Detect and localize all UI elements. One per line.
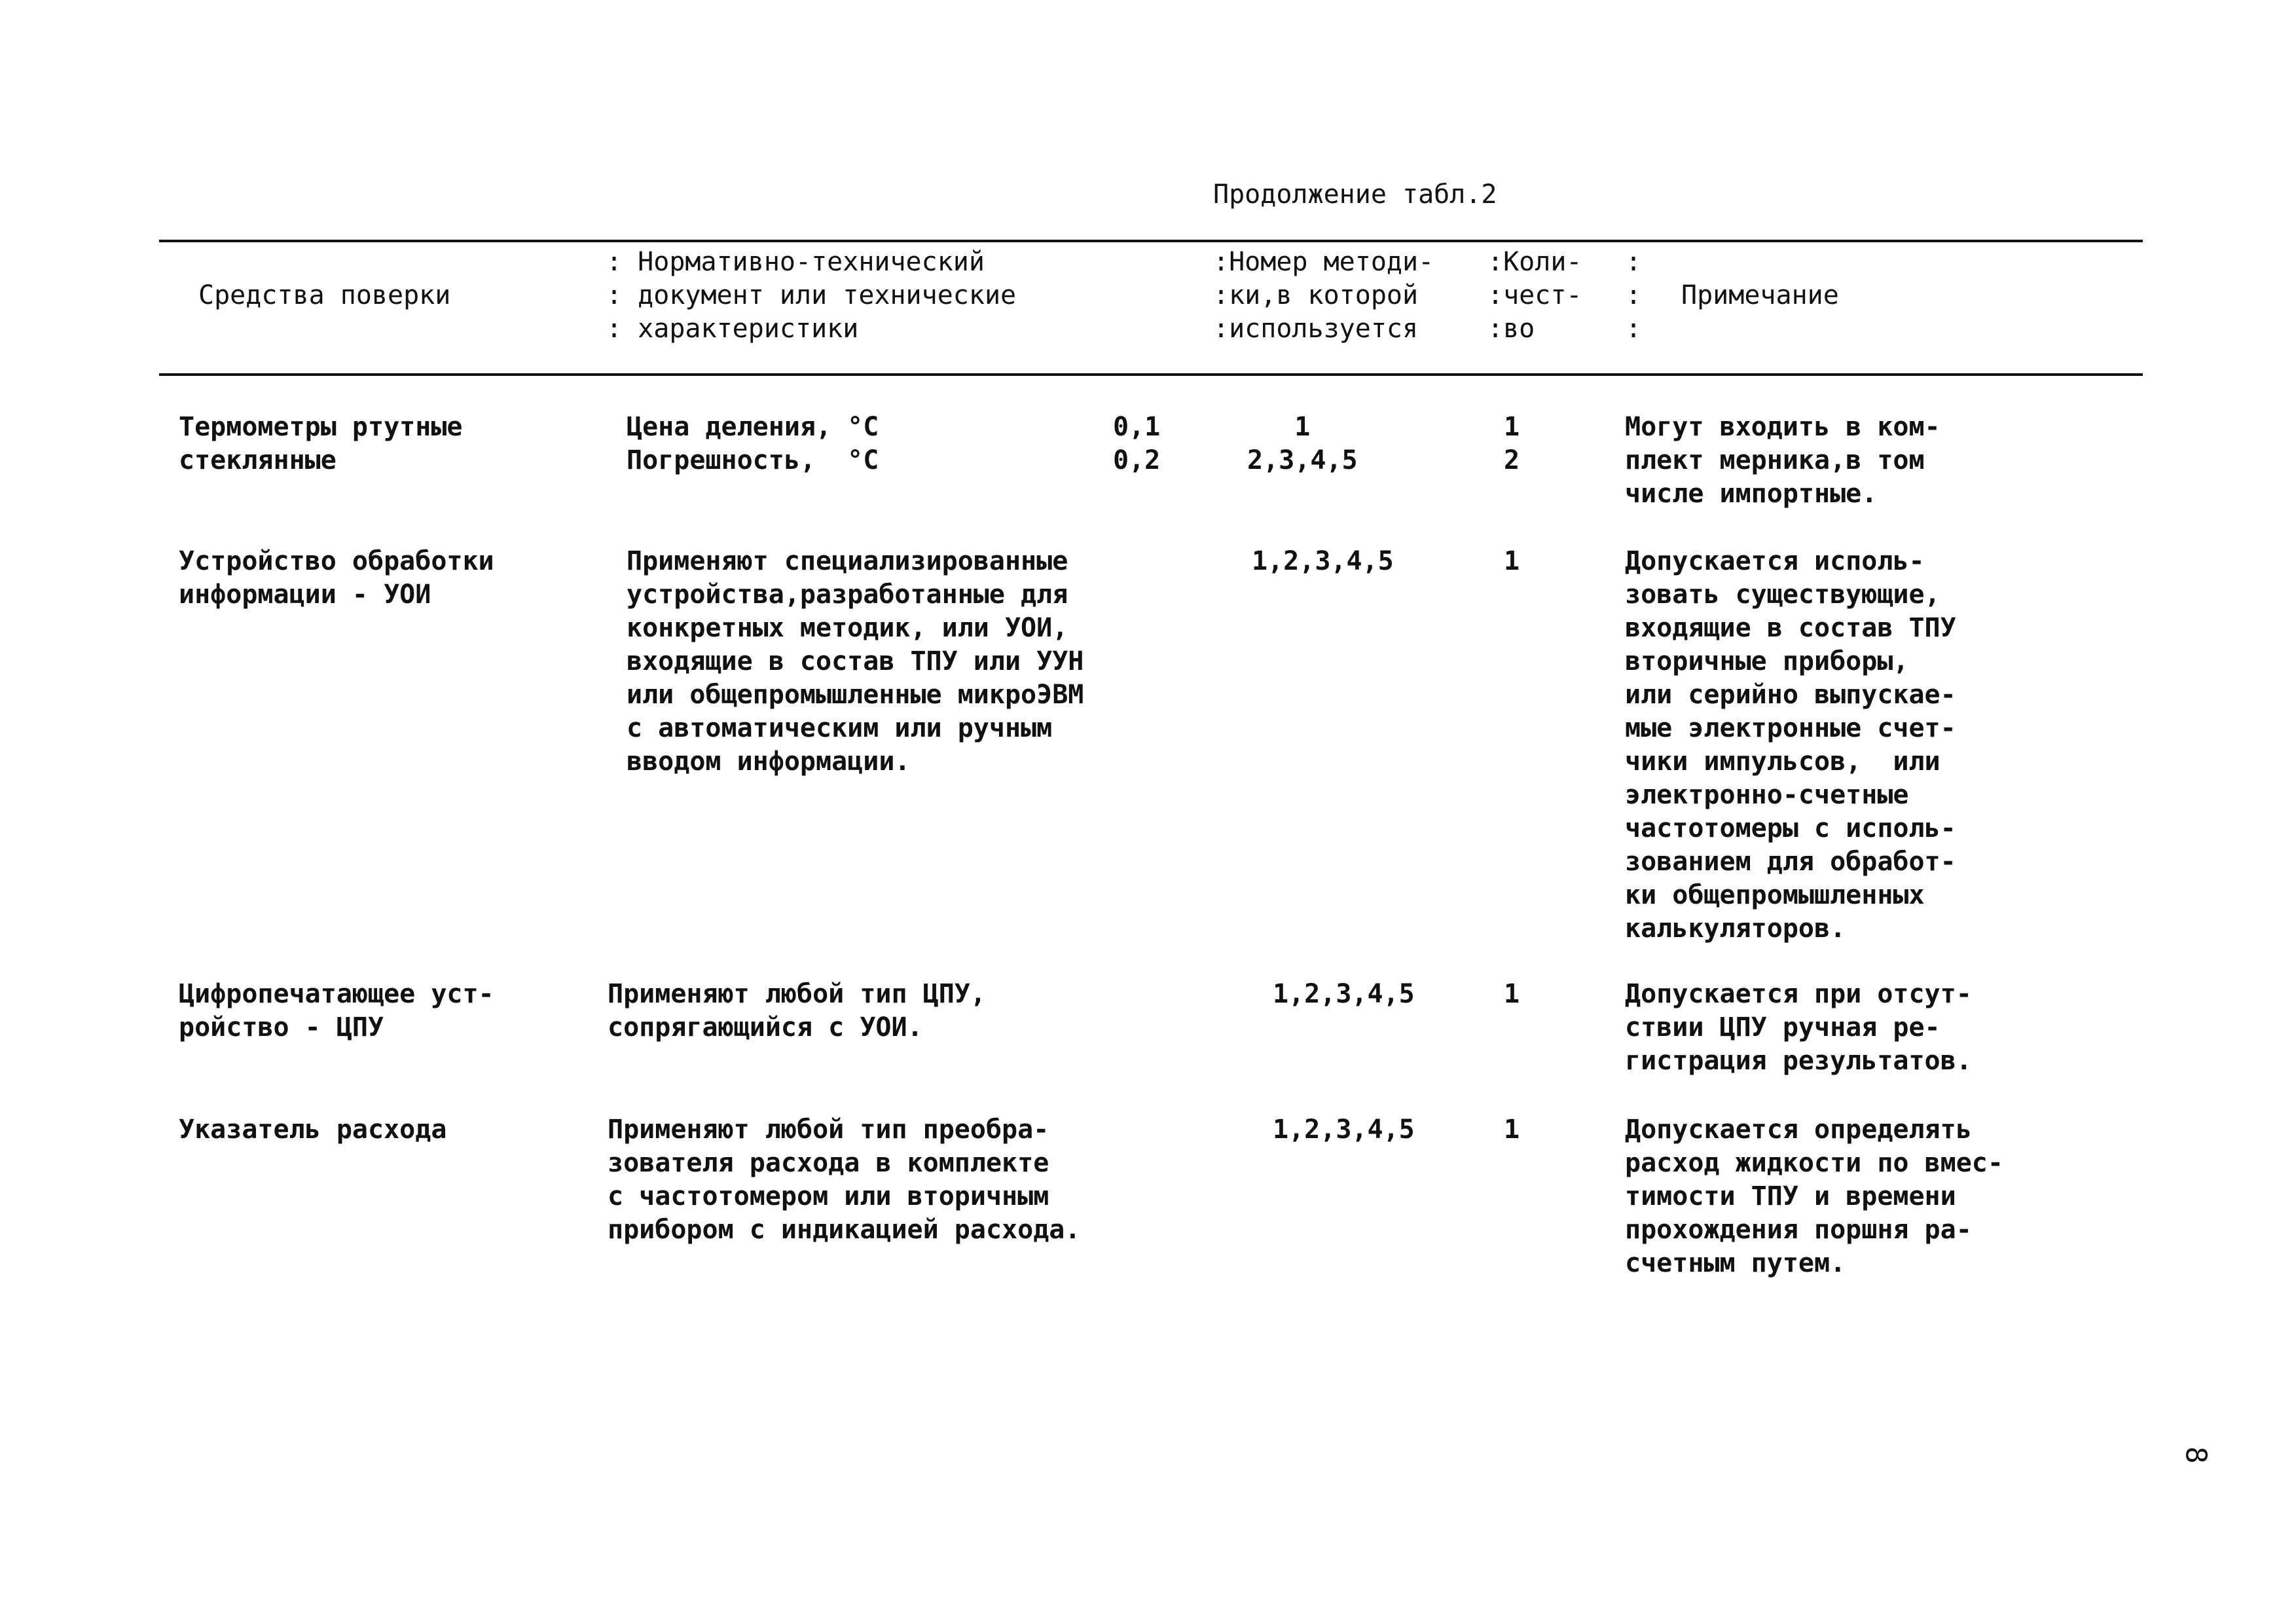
row-method: 1,2,3,4,5 [1273,979,1415,1009]
row-note: Могут входить в ком- плект мерника,в том числе импортные. [1625,412,1941,509]
header-tools: Средства поверки [198,280,451,310]
row-tool: Цифропечатающее уст- ройство - ЦПУ [179,979,494,1043]
table-caption: Продолжение табл.2 [1213,179,1497,210]
row-document: Применяют специализированные устройства,разработанные для конкретных методик, или УОИ, входящие в состав ТПУ или УУН или общепромышленные микроЭВМ с автоматическим или ручным вводом информации. [627,546,1084,777]
top-rule [159,240,2143,242]
row-quantity: 1 2 [1504,412,1520,475]
row-document: Применяют любой тип ЦПУ, сопрягающийся с УОИ. [608,979,986,1043]
row-note: Допускается исполь- зовать существующие, входящие в состав ТПУ вторичные приборы, или серийно выпускае- мые электронные счет- чики импульсов, или электронно-счетные частотомеры с исполь- зованием для обработ- ки общепромышленных калькуляторов. [1625,546,1956,944]
row-note: Допускается определять расход жидкости по вмес- тимости ТПУ и времени прохождения поршня ра- счетным путем. [1625,1115,2003,1278]
header-separator: : : : [1626,247,1642,344]
row-quantity: 1 [1504,546,1520,576]
row-method: 1,2,3,4,5 [1252,546,1394,576]
row-tool: Устройство обработки информации - УОИ [179,546,494,610]
header-document: : Нормативно-технический : документ или технические : характеристики [606,247,1017,344]
row-method: 1 2,3,4,5 [1247,412,1358,475]
row-tool: Указатель расхода [179,1115,447,1145]
row-tool: Термометры ртутные стеклянные [179,412,463,475]
row-note: Допускается при отсут- ствии ЦПУ ручная ре- гистрация результатов. [1625,979,1972,1076]
row-quantity: 1 [1504,979,1520,1009]
row-method: 1,2,3,4,5 [1273,1115,1415,1145]
header-note: Примечание [1681,280,1839,310]
row-quantity: 1 [1504,1115,1520,1145]
row-document: Применяют любой тип преобра- зователя расхода в комплекте с частотомером или вторичным прибором с индикацией расхода. [608,1115,1081,1245]
row-document-values: 0,1 0,2 [1113,412,1161,475]
header-quantity: :Коли- :чест- :во [1487,247,1582,344]
header-rule [159,373,2143,376]
row-document: Цена деления, °С Погрешность, °С [627,412,879,475]
page-number: 8 [2179,1446,2213,1464]
header-method: :Номер методи- :ки,в которой :используется [1213,247,1434,344]
